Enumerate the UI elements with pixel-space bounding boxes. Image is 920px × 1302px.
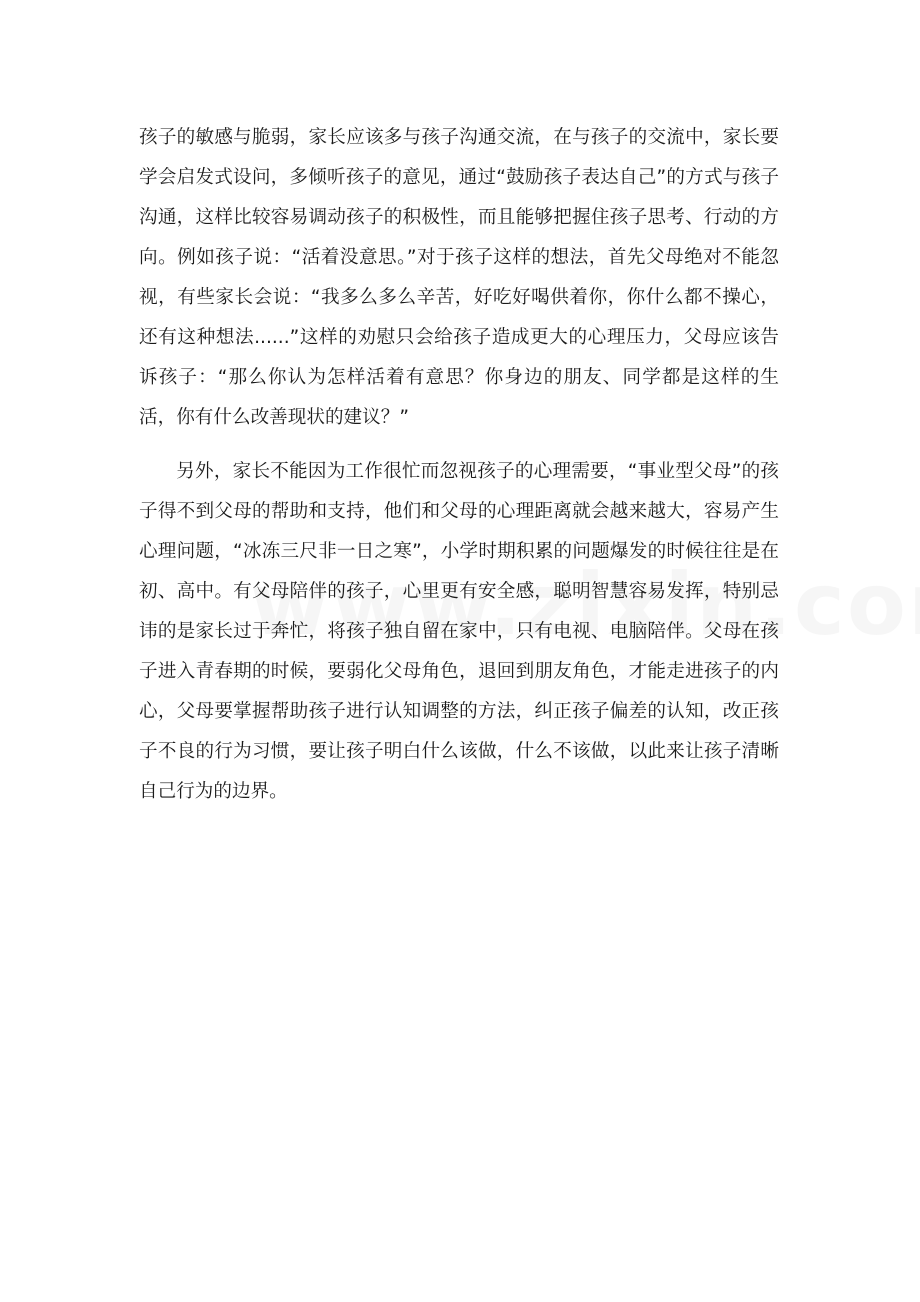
- document-body: [139, 118, 779, 812]
- paragraph-2: 另外，家长不能因为工作很忙而忽视孩子的心理需要，“事业型父母”的孩子得不到父母的帮助和支持，他们和父母的心理距离就会越来越大，容易产生心理问题，“冰冻三尺非一日之寒”，小学时期积累的问题爆发的时候往往是在初、高中。有父母陪伴的孩子，心里更有安全感，聪明智慧容易发挥，特别忌讳的是家长过于奔忙，将孩子独自留在家中，只有电视、电脑陪伴。父母在孩子进入青春期的时候，要弱化父母角色，退回到朋友角色，才能走进孩子的内心，父母要掌握帮助孩子进行认知调整的方法，纠正孩子偏差的认知，改正孩子不良的行为习惯，要让孩子明白什么该做，什么不该做，以此来让孩子清晰自己行为的边界。: [139, 461, 779, 802]
- paragraph-1: 孩子的敏感与脆弱，家长应该多与孩子沟通交流，在与孩子的交流中，家长要学会启发式设问，多倾听孩子的意见，通过“鼓励孩子表达自己”的方式与孩子沟通，这样比较容易调动孩子的积极性，而且能够把握住孩子思考、行动的方向。例如孩子说：“活着没意思。”对于孩子这样的想法，首先父母绝对不能忽视，有些家长会说：“我多么多么辛苦，好吃好喝供着你，你什么都不操心，还有这种想法......”这样的劝慰只会给孩子造成更大的心理压力，父母应该告诉孩子：“那么你认为怎样活着有意思？你身边的朋友、同学都是这样的生活，你有什么改善现状的建议？”: [139, 127, 779, 428]
